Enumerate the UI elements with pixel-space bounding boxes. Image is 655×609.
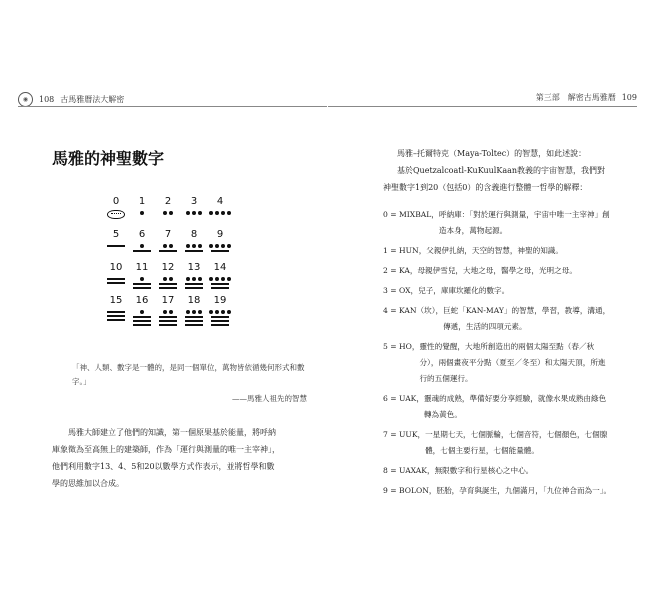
numeral-row (103, 295, 233, 328)
numeral-label: 3 (190, 196, 198, 207)
maya-numeral-glyph (185, 309, 203, 326)
bar-mark (185, 324, 203, 327)
numeral-row (103, 229, 233, 262)
numeral-row (103, 262, 233, 295)
number-meaning: 母親伊雪兒，大地之母，醫學之母，光明之母。 (417, 266, 577, 275)
numeral-cell (103, 229, 129, 262)
numeral-dots (140, 243, 144, 248)
dot-mark (186, 277, 190, 281)
bar-mark (133, 320, 151, 323)
dot-mark (192, 310, 196, 314)
numeral-label: 2 (164, 196, 172, 207)
dot-mark (186, 310, 190, 314)
numeral-dots (140, 309, 144, 314)
numeral-cell (103, 295, 129, 328)
number-meaning-item (383, 263, 613, 279)
dot-mark (186, 211, 190, 215)
maya-numeral-glyph (209, 210, 231, 215)
bar-mark (185, 287, 203, 290)
number-meaning-item (383, 463, 613, 479)
dot-mark (169, 211, 173, 215)
maya-numeral-glyph (140, 210, 144, 215)
numeral-cell (155, 295, 181, 328)
number-key: 4 = KAN（坎）， (383, 306, 444, 315)
dot-mark (140, 310, 144, 314)
number-key: 5 = HO， (383, 342, 420, 351)
number-key: 0 = MIXBAL， (383, 210, 439, 219)
numeral-cell (181, 262, 207, 295)
bar-mark (159, 283, 177, 286)
bar-mark (211, 324, 229, 327)
dot-mark (221, 310, 225, 314)
right-page (328, 0, 655, 609)
dot-mark (198, 277, 202, 281)
maya-numeral-glyph (185, 276, 203, 289)
numeral-cell (129, 295, 155, 328)
bar-mark (159, 320, 177, 323)
numeral-label: 12 (161, 262, 175, 273)
bar-mark (133, 250, 151, 253)
dot-mark (227, 244, 231, 248)
number-key: 9 = BOLON， (383, 486, 437, 495)
dot-mark (192, 244, 196, 248)
maya-numeral-glyph (163, 210, 173, 215)
maya-numeral-glyph (133, 276, 151, 289)
bar-mark (185, 250, 203, 253)
number-key: 3 = OX， (383, 286, 419, 295)
number-meaning-item (383, 339, 613, 387)
bar-mark (133, 316, 151, 319)
numeral-label: 15 (109, 295, 123, 306)
number-meaning-item (383, 391, 613, 423)
number-key: 1 = HUN， (383, 246, 427, 255)
left-header (18, 92, 130, 107)
quote-attribution: ——馬雅人祖先的智慧 (232, 394, 307, 403)
number-meaning-item (383, 243, 613, 259)
numeral-dots (186, 309, 202, 314)
maya-numeral-glyph (186, 210, 202, 215)
number-key: 7 = UUK， (383, 430, 426, 439)
numeral-cell (181, 196, 207, 229)
numeral-label: 8 (190, 229, 198, 240)
number-meaning-item (383, 207, 613, 239)
header-divider (328, 106, 637, 107)
numeral-dots (140, 210, 144, 215)
numeral-label: 5 (112, 229, 120, 240)
numeral-cell (155, 196, 181, 229)
dot-mark (209, 211, 213, 215)
bar-mark (107, 282, 125, 285)
numeral-cell (207, 229, 233, 262)
bar-mark (211, 316, 229, 319)
bar-mark (185, 283, 203, 286)
bar-mark (107, 315, 125, 318)
maya-numeral-glyph (107, 276, 125, 284)
left-page-number: 108 (39, 95, 55, 104)
bar-mark (159, 287, 177, 290)
numeral-cell (129, 229, 155, 262)
numeral-dots (163, 309, 173, 314)
dot-mark (140, 211, 144, 215)
numeral-cell (207, 262, 233, 295)
maya-numeral-glyph (133, 309, 151, 326)
dot-mark (227, 310, 231, 314)
numeral-cell (155, 262, 181, 295)
number-key: 8 = UAXAK， (383, 466, 435, 475)
dot-mark (227, 211, 231, 215)
number-meaning-item (383, 427, 613, 459)
number-meaning-item (383, 483, 613, 499)
dot-mark (215, 244, 219, 248)
dot-mark (209, 310, 213, 314)
dot-mark (169, 244, 173, 248)
maya-numeral-glyph (209, 243, 231, 252)
numeral-dots (140, 276, 144, 281)
number-meaning-item (383, 303, 613, 335)
intro-text (383, 145, 608, 196)
dot-mark (140, 244, 144, 248)
numeral-label: 18 (187, 295, 201, 306)
number-key: 6 = UAK， (383, 394, 424, 403)
maya-numeral-glyph (185, 243, 203, 252)
shell-zero-icon (107, 210, 125, 219)
number-meaning: 一星期七天，七個脈輪，七個音符，七個顏色，七個腺體，七個主要行星，七個能量體。 (425, 430, 608, 455)
maya-numeral-glyph (209, 309, 231, 326)
maya-numeral-glyph (107, 210, 125, 219)
maya-numeral-glyph (107, 243, 125, 247)
intro-paragraph: 馬雅–托爾特克（Maya-Toltec）的智慧，如此述說： (397, 149, 587, 158)
bar-mark (159, 324, 177, 327)
numeral-label: 19 (213, 295, 227, 306)
numeral-dots (163, 276, 173, 281)
intro-paragraph: 基於Quetzalcoatl-KuKuulKaan教義的宇宙智慧，我們對神聖數字1到20（包括0）的含義進行整體一哲學的解釋： (383, 166, 606, 192)
dot-mark (227, 277, 231, 281)
numeral-label: 6 (138, 229, 146, 240)
bar-mark (107, 311, 125, 314)
right-header-title: 第三部 解密古馬雅曆 (535, 93, 616, 102)
numeral-label: 17 (161, 295, 175, 306)
bar-mark (211, 320, 229, 323)
number-meaning: 巨蛇「KAN-MAY」的智慧，學習，教導，溝通，傳遞，生活的四項元素。 (443, 306, 611, 331)
numeral-cell (207, 295, 233, 328)
number-meaning-item (383, 283, 613, 299)
dot-mark (192, 211, 196, 215)
numeral-cell (155, 229, 181, 262)
maya-numeral-glyph (133, 243, 151, 252)
emblem-icon: ◉ (18, 92, 33, 107)
number-meaning: 胚胎，孕育與誕生，九個滿月，「九位神合而為一」。 (436, 486, 612, 495)
bar-mark (133, 287, 151, 290)
bar-mark (185, 320, 203, 323)
number-meaning: 呼納庫：「對於運行與測量，宇宙中唯一主宰神」創造本身，萬物起源。 (438, 210, 610, 235)
number-meaning: 父親伊扎納，天空的智慧，神聖的知識。 (426, 246, 563, 255)
dot-mark (215, 310, 219, 314)
quote-text: 「神、人類、數字是一體的，是同一個單位，萬物皆依循幾何形式和數字。」 (72, 363, 305, 386)
numeral-dots (186, 243, 202, 248)
maya-numeral-glyph (209, 276, 231, 289)
dot-mark (198, 310, 202, 314)
dot-mark (192, 277, 196, 281)
numeral-cell (129, 262, 155, 295)
dot-mark (221, 277, 225, 281)
numeral-label: 7 (164, 229, 172, 240)
bar-mark (107, 319, 125, 322)
numeral-cell (103, 262, 129, 295)
numeral-label: 10 (109, 262, 123, 273)
bar-mark (211, 250, 229, 253)
bar-mark (211, 287, 229, 290)
dot-mark (198, 244, 202, 248)
number-key: 2 = KA， (383, 266, 418, 275)
numeral-label: 11 (135, 262, 149, 273)
bar-mark (107, 278, 125, 281)
bar-mark (185, 316, 203, 319)
numeral-dots (163, 243, 173, 248)
bar-mark (133, 283, 151, 286)
sacred-number-list (383, 207, 613, 503)
maya-numeral-glyph (159, 309, 177, 326)
bar-mark (159, 316, 177, 319)
dot-mark (169, 310, 173, 314)
dot-mark (163, 244, 167, 248)
maya-numeral-glyph (159, 243, 177, 252)
dot-mark (169, 277, 173, 281)
dot-mark (221, 244, 225, 248)
numeral-dots (209, 276, 231, 281)
numeral-dots (209, 309, 231, 314)
numeral-dots (163, 210, 173, 215)
numeral-label: 4 (216, 196, 224, 207)
numeral-label: 16 (135, 295, 149, 306)
maya-numeral-chart (103, 196, 233, 328)
numeral-label: 13 (187, 262, 201, 273)
right-page-number: 109 (621, 93, 637, 102)
dot-mark (209, 244, 213, 248)
dot-mark (209, 277, 213, 281)
numeral-dots (186, 276, 202, 281)
maya-numeral-glyph (107, 309, 125, 321)
numeral-dots (209, 210, 231, 215)
dot-mark (186, 244, 190, 248)
bar-mark (107, 245, 125, 248)
dot-mark (221, 211, 225, 215)
numeral-label: 14 (213, 262, 227, 273)
number-meaning: 靈性的覺醒，大地所創造出的兩個太陽至點（春／秋分），兩個畫夜平分點（夏至／冬至）和太陽天頂，所進行的五個運行。 (419, 342, 606, 383)
maya-numeral-glyph (159, 276, 177, 289)
numeral-cell (207, 196, 233, 229)
dot-mark (198, 211, 202, 215)
dot-mark (163, 211, 167, 215)
numeral-dots (186, 210, 202, 215)
dot-mark (140, 277, 144, 281)
numeral-cell (129, 196, 155, 229)
bar-mark (133, 324, 151, 327)
numeral-dots (209, 243, 231, 248)
numeral-cell (181, 295, 207, 328)
numeral-label: 0 (112, 196, 120, 207)
numeral-cell (181, 229, 207, 262)
dot-mark (215, 211, 219, 215)
number-meaning: 靈魂的成熟，準備好要分享經驗，就像水果成熟由綠色轉為黃色。 (423, 394, 607, 419)
dot-mark (163, 277, 167, 281)
bar-mark (159, 250, 177, 253)
right-header (530, 92, 637, 103)
left-body-paragraph: 馬雅大師建立了他們的知識，第一個原果基於能量，將呼納庫象徵為至高無上的建築師，作為「運行與測量的唯一主宰神」，他們利用數字13、4、5和20以數學方式作表示，並將哲學和數學的思維加以合成。 (52, 428, 280, 488)
left-book-title: 古馬雅曆法大解密 (60, 95, 125, 104)
numeral-label: 1 (138, 196, 146, 207)
numeral-label: 9 (216, 229, 224, 240)
header-divider (18, 106, 327, 107)
number-meaning: 無限數字和行星核心之中心。 (434, 466, 534, 475)
section-title: 馬雅的神聖數字 (52, 149, 165, 168)
bar-mark (211, 283, 229, 286)
quote-block (72, 361, 307, 406)
dot-mark (215, 277, 219, 281)
numeral-cell (103, 196, 129, 229)
dot-mark (163, 310, 167, 314)
numeral-row (103, 196, 233, 229)
number-meaning: 兒子，庫庫坎羅化的數字。 (418, 286, 510, 295)
left-page (0, 0, 327, 609)
